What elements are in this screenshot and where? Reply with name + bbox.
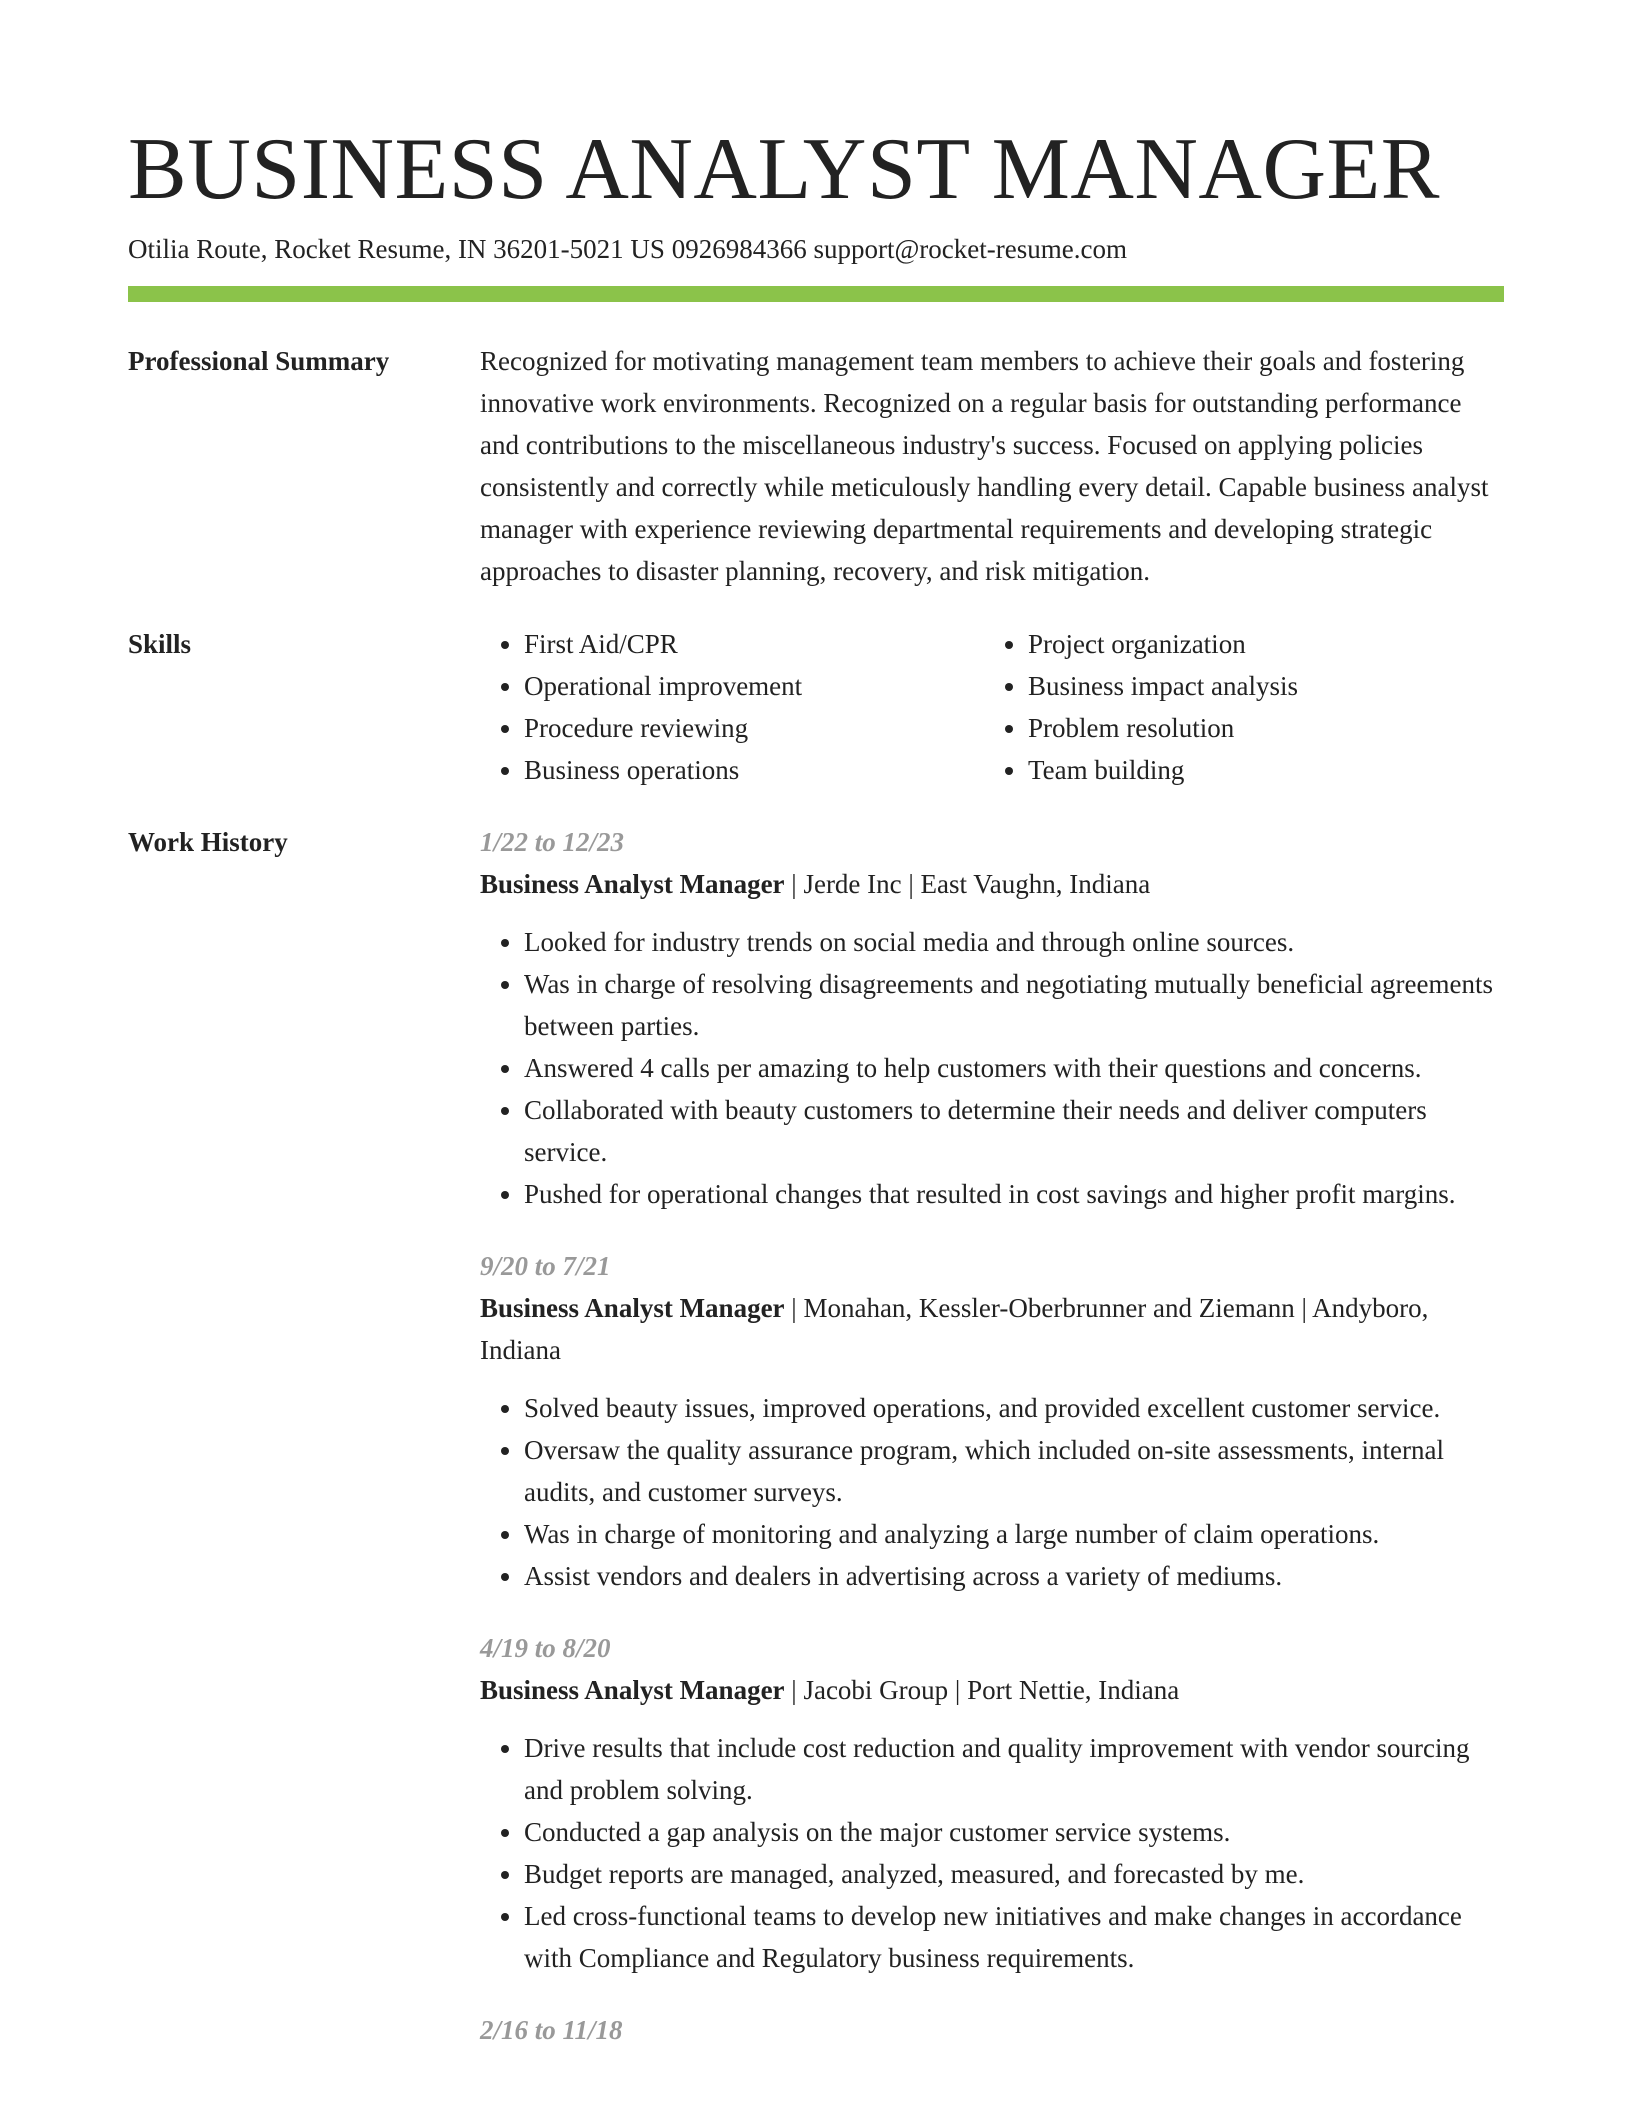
- resume-title: BUSINESS ANALYST MANAGER: [128, 121, 1440, 218]
- job-bullets: [480, 1727, 1504, 1979]
- job-entry: [480, 2009, 1504, 2051]
- job-bullet: • Pushed for operational changes that resulted in cost savings and higher profit margins.: [524, 1173, 1504, 1215]
- header-divider: [128, 286, 1504, 302]
- job-bullet: • Budget reports are managed, analyzed, measured, and forecasted by me.: [524, 1853, 1504, 1895]
- job-title: Business Analyst Manager: [480, 869, 785, 899]
- skills-section: [128, 623, 1504, 791]
- job-bullet: • Led cross-functional teams to develop new initiatives and make changes in accordance with Compliance and Regulatory business requirements.: [524, 1895, 1504, 1979]
- skills-list-left: [480, 623, 984, 791]
- job-bullet: • Conducted a gap analysis on the major customer service systems.: [524, 1811, 1504, 1853]
- job-dates: 1/22 to 12/23: [480, 827, 625, 857]
- job-heading: [480, 863, 1504, 905]
- job-heading: [480, 1669, 1504, 1711]
- summary-section: [128, 340, 1504, 592]
- job-bullet: • Solved beauty issues, improved operations, and provided excellent customer service.: [524, 1387, 1504, 1429]
- skills-heading: Skills: [128, 629, 192, 659]
- job-dates: 9/20 to 7/21: [480, 1251, 611, 1281]
- job-bullet: • Drive results that include cost reduction and quality improvement with vendor sourcing and problem solving.: [524, 1727, 1504, 1811]
- job-entry: [480, 1245, 1504, 1597]
- job-entry: [480, 821, 1504, 1215]
- job-bullet: • Looked for industry trends on social media and through online sources.: [524, 921, 1504, 963]
- job-title: Business Analyst Manager: [480, 1293, 785, 1323]
- job-dates: 4/19 to 8/20: [480, 1633, 611, 1663]
- job-bullets: [480, 1387, 1504, 1597]
- job-bullet: • Was in charge of resolving disagreements and negotiating mutually beneficial agreements between parties.: [524, 963, 1504, 1047]
- skill-item: • Procedure reviewing: [524, 707, 984, 749]
- job-dates: 2/16 to 11/18: [480, 2015, 623, 2045]
- skill-item: • Operational improvement: [524, 665, 984, 707]
- skill-item: • Team building: [1028, 749, 1298, 791]
- job-details: | Jacobi Group | Port Nettie, Indiana: [784, 1675, 1180, 1705]
- summary-heading: Professional Summary: [128, 346, 390, 376]
- skill-item: • Business impact analysis: [1028, 665, 1298, 707]
- job-heading: [480, 1287, 1504, 1371]
- skills-list-right: [984, 623, 1298, 791]
- contact-line: Otilia Route, Rocket Resume, IN 36201-5021 US 0926984366 support@rocket-resume.com: [128, 234, 1127, 264]
- skill-item: • Problem resolution: [1028, 707, 1298, 749]
- job-details: | Jerde Inc | East Vaughn, Indiana: [784, 869, 1151, 899]
- skill-item: • Business operations: [524, 749, 984, 791]
- work-history-section: [128, 821, 1504, 2081]
- skill-item: • Project organization: [1028, 623, 1298, 665]
- summary-text: Recognized for motivating management team members to achieve their goals and fostering innovative work environments. Recognized on a regular basis for outstanding performance and contributions to the miscellaneous industry's success. Focused on applying policies consistently and correctly while meticulously handling every detail. Capable business analyst manager with experience reviewing departmental requirements and developing strategic approaches to disaster planning, recovery, and risk mitigation.: [480, 346, 1489, 586]
- job-title: Business Analyst Manager: [480, 1675, 785, 1705]
- job-entry: [480, 1627, 1504, 1979]
- job-bullet: • Was in charge of monitoring and analyzing a large number of claim operations.: [524, 1513, 1504, 1555]
- job-bullet: • Oversaw the quality assurance program, which included on-site assessments, internal audits, and customer surveys.: [524, 1429, 1504, 1513]
- work-history-heading: Work History: [128, 827, 288, 857]
- job-bullet: • Collaborated with beauty customers to determine their needs and deliver computers service.: [524, 1089, 1504, 1173]
- job-bullets: [480, 921, 1504, 1215]
- resume-page: [128, 0, 1504, 2081]
- job-details: | Monahan, Kessler-Oberbrunner and Ziemann | Andyboro, Indiana: [480, 1293, 1429, 1365]
- job-bullet: • Assist vendors and dealers in advertising across a variety of mediums.: [524, 1555, 1504, 1597]
- job-bullet: • Answered 4 calls per amazing to help customers with their questions and concerns.: [524, 1047, 1504, 1089]
- skill-item: • First Aid/CPR: [524, 623, 984, 665]
